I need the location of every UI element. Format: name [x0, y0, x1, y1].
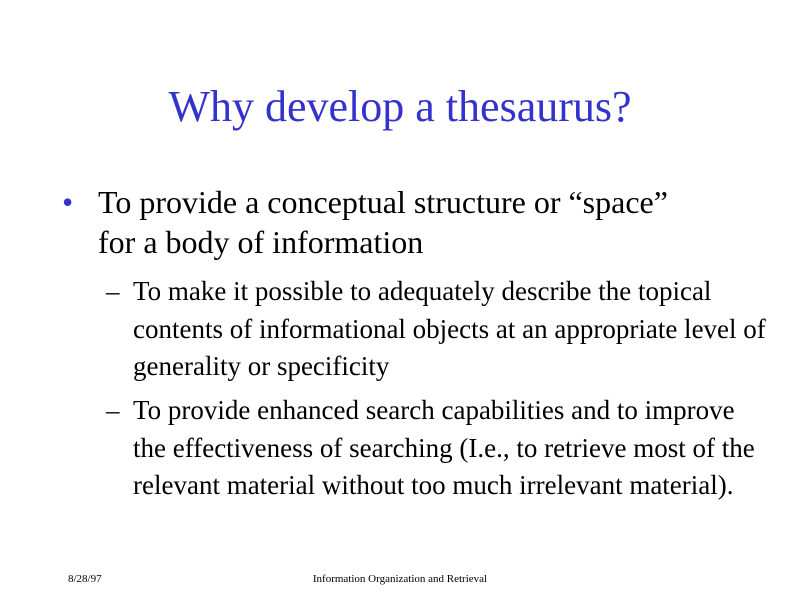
main-bullet-text: To provide a conceptual structure or “space” for a body of information [98, 184, 668, 260]
sub-bullet-1 [106, 273, 766, 386]
dash-icon: – [106, 276, 120, 306]
sub-bullet-2-text: To provide enhanced search capabilities and to improve the effectiveness of searching (I.e., to retrieve most of the relevant material without too much irrelevant material). [133, 395, 755, 500]
main-bullet [62, 182, 702, 262]
footer-course-title: Information Organization and Retrieval [312, 573, 488, 585]
sub-bullet-1-text: To make it possible to adequately describe the topical contents of informational objects at an appropriate level of generality or specificity [133, 276, 766, 381]
sub-bullet-2 [106, 392, 766, 505]
slide-title: Why develop a thesaurus? [168, 82, 632, 131]
bullet-icon: • [62, 184, 74, 220]
dash-icon: – [106, 395, 120, 425]
footer-date: 8/28/97 [68, 573, 102, 585]
